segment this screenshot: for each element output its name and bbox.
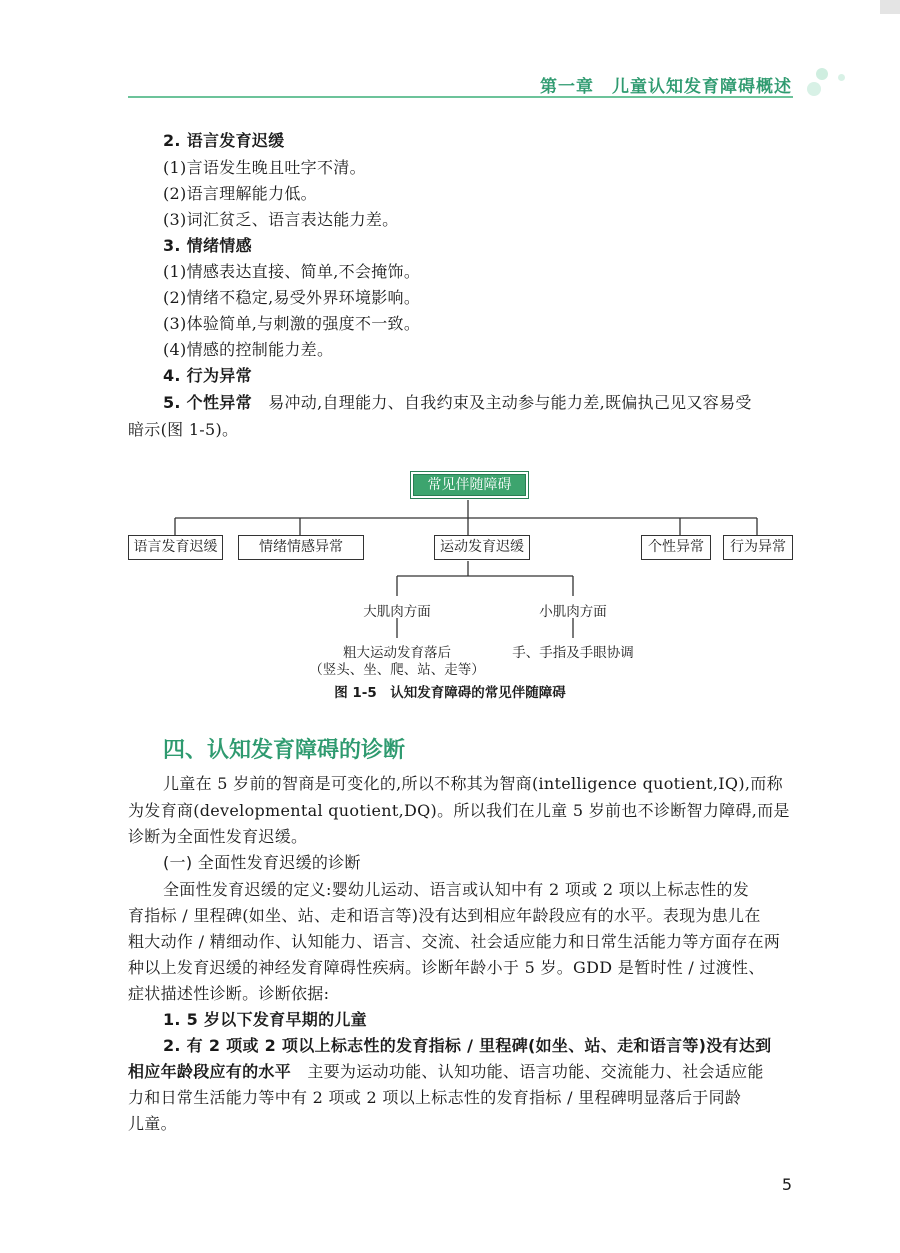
- diagram-fine-motor-label: 小肌肉方面: [539, 604, 607, 620]
- item-language-2: (2)语言理解能力低。: [163, 184, 317, 203]
- item-emotion-title: 3. 情绪情感: [163, 236, 252, 255]
- item-personality-title: 5. 个性异常: [163, 393, 252, 412]
- decorative-dot-icon: [816, 68, 828, 80]
- diagram-gross-motor-label: 大肌肉方面: [363, 604, 431, 620]
- decorative-dot-icon: [838, 74, 845, 81]
- intro-line-2: 为发育商(developmental quotient,DQ)。所以我们在儿童 5 岁前也不诊断智力障碍,而是: [128, 801, 790, 820]
- definition-line-2: 育指标 / 里程碑(如坐、站、走和语言等)没有达到相应年龄段应有的水平。表现为患儿在: [128, 906, 761, 925]
- item-language-3: (3)词汇贫乏、语言表达能力差。: [163, 210, 399, 229]
- subsection-heading: (一) 全面性发育迟缓的诊断: [163, 853, 361, 872]
- definition-line-3: 粗大动作 / 精细动作、认知能力、语言、交流、社会适应能力和日常生活能力等方面存在两: [128, 932, 781, 951]
- diagram-gross-detail-2: （竖头、坐、爬、站、走等）: [309, 662, 485, 678]
- item-emotion-2: (2)情绪不稳定,易受外界环境影响。: [163, 288, 421, 307]
- definition-line-1: 全面性发育迟缓的定义:婴幼儿运动、语言或认知中有 2 项或 2 项以上标志性的发: [163, 880, 750, 899]
- criterion-2-line-2: [128, 1062, 764, 1082]
- section-heading: 四、认知发育障碍的诊断: [163, 738, 406, 763]
- definition-line-4: 种以上发育迟缓的神经发育障碍性疾病。诊断年龄小于 5 岁。GDD 是暂时性 / 过渡性、: [128, 958, 765, 977]
- diagram-node-personality: 个性异常: [641, 535, 711, 560]
- item-personality-text: 易冲动,自理能力、自我约束及主动参与能力差,既偏执己见又容易受: [251, 393, 752, 412]
- decorative-dot-icon: [807, 82, 821, 96]
- page-corner-mark: [880, 0, 900, 14]
- diagram-gross-detail-1: 粗大运动发育落后: [343, 645, 451, 661]
- criterion-2-line-4: 儿童。: [128, 1114, 177, 1133]
- definition-line-5: 症状描述性诊断。诊断依据:: [128, 984, 330, 1003]
- diagram-root-node: 常见伴随障碍: [410, 471, 529, 499]
- intro-line-3: 诊断为全面性发育迟缓。: [128, 827, 308, 846]
- page-number: 5: [781, 1175, 792, 1194]
- criterion-1: 1. 5 岁以下发育早期的儿童: [163, 1010, 367, 1029]
- criterion-2-line-3: 力和日常生活能力等中有 2 项或 2 项以上标志性的发育指标 / 里程碑明显落后于同龄: [128, 1088, 742, 1107]
- item-language-1: (1)言语发生晚且吐字不清。: [163, 158, 366, 177]
- criterion-2-text-b: 主要为运动功能、认知功能、语言功能、交流能力、社会适应能: [291, 1062, 764, 1081]
- criterion-2-title-line-1: 2. 有 2 项或 2 项以上标志性的发育指标 / 里程碑(如坐、站、走和语言等)没有达到: [163, 1036, 772, 1055]
- diagram-node-motor: 运动发育迟缓: [434, 535, 530, 560]
- comorbidity-diagram: [125, 468, 795, 678]
- intro-line-1: 儿童在 5 岁前的智商是可变化的,所以不称其为智商(intelligence quotient,IQ),而称: [163, 774, 783, 793]
- diagram-node-emotion: 情绪情感异常: [238, 535, 364, 560]
- item-behavior-title: 4. 行为异常: [163, 366, 252, 385]
- diagram-node-behavior: 行为异常: [723, 535, 793, 560]
- diagram-node-language: 语言发育迟缓: [128, 535, 223, 560]
- item-emotion-3: (3)体验简单,与刺激的强度不一致。: [163, 314, 421, 333]
- item-emotion-4: (4)情感的控制能力差。: [163, 340, 334, 359]
- item-emotion-1: (1)情感表达直接、简单,不会掩饰。: [163, 262, 421, 281]
- item-language-title: 2. 语言发育迟缓: [163, 131, 285, 150]
- figure-caption: 图 1-5 认知发育障碍的常见伴随障碍: [334, 685, 566, 701]
- header-rule: [128, 96, 793, 98]
- diagram-fine-detail: 手、手指及手眼协调: [512, 645, 634, 661]
- item-personality-line-2: 暗示(图 1-5)。: [128, 420, 239, 439]
- item-personality-line-1: [163, 393, 752, 413]
- criterion-2-title-line-2: 相应年龄段应有的水平: [128, 1062, 292, 1081]
- chapter-header-title: 第一章 儿童认知发育障碍概述: [540, 77, 792, 97]
